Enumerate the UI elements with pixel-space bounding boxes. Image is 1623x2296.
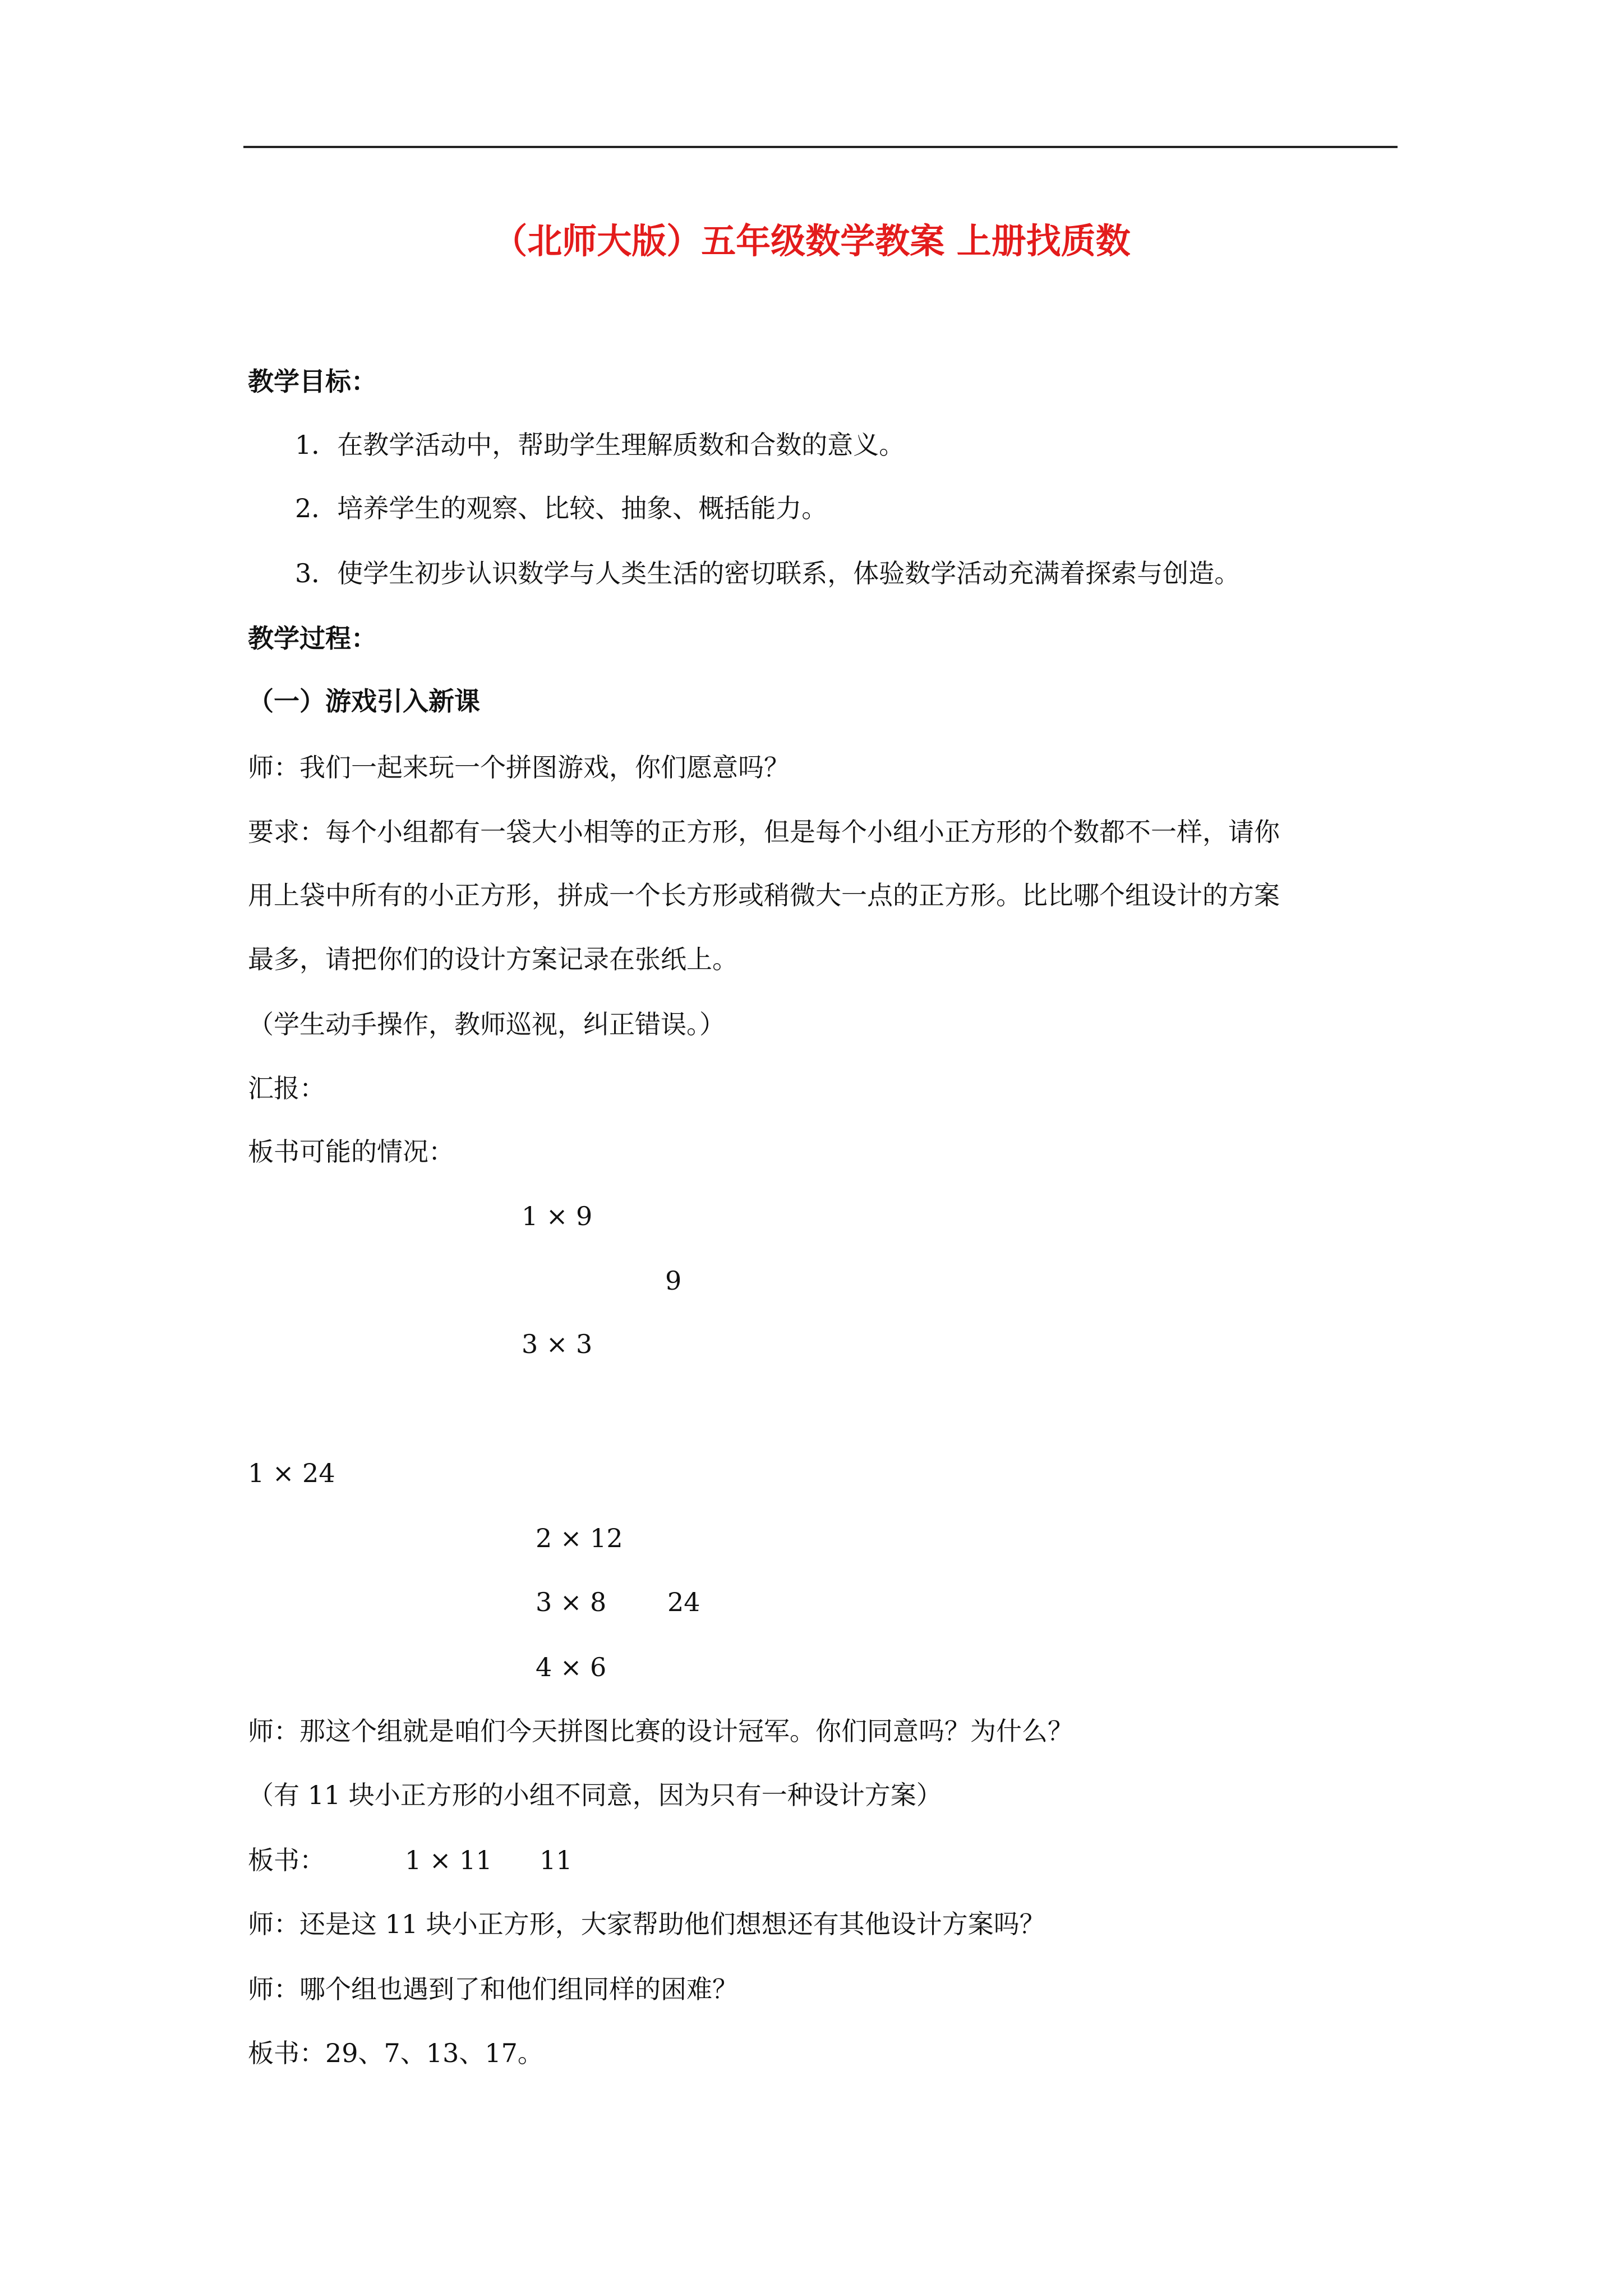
paragraph: （有 11 块小正方形的小组不同意，因为只有一种设计方案）: [248, 1780, 942, 1810]
goal-item: 1．在教学活动中，帮助学生理解质数和合数的意义。: [295, 430, 905, 460]
paragraph: 要求：每个小组都有一袋大小相等的正方形，但是每个小组小正方形的个数都不一样，请你: [248, 817, 1280, 847]
board-expression: 2 × 12: [536, 1523, 623, 1553]
board-expression: 1 × 11: [405, 1845, 492, 1875]
paragraph: 板书：29、7、13、17。: [248, 2038, 543, 2068]
paragraph: 板书可能的情况：: [248, 1137, 454, 1167]
paragraph: 最多，请把你们的设计方案记录在张纸上。: [248, 944, 738, 974]
paragraph: 用上袋中所有的小正方形，拼成一个长方形或稍微大一点的正方形。比比哪个组设计的方案: [248, 880, 1280, 910]
paragraph: 师：那这个组就是咱们今天拼图比赛的设计冠军。你们同意吗？为什么？: [248, 1716, 1073, 1746]
section-heading: （一）游戏引入新课: [248, 686, 480, 716]
board-expression: 3 × 8: [536, 1587, 607, 1617]
board-total: 24: [667, 1587, 700, 1617]
board-expression: 1 × 24: [248, 1458, 335, 1488]
paragraph: 师：还是这 11 块小正方形，大家帮助他们想想还有其他设计方案吗？: [248, 1909, 1045, 1939]
process-heading: 教学过程：: [248, 623, 377, 654]
board-expression: 1 × 9: [522, 1201, 593, 1231]
board-label: 板书：: [248, 1845, 325, 1875]
paragraph: （学生动手操作，教师巡视，纠正错误。）: [248, 1009, 725, 1039]
goal-item: 2．培养学生的观察、比较、抽象、概括能力。: [295, 493, 828, 523]
goals-heading: 教学目标：: [248, 366, 377, 397]
board-total: 9: [665, 1266, 682, 1296]
page-title: （北师大版）五年级数学教案 上册找质数: [492, 220, 1131, 261]
paragraph: 汇报：: [248, 1073, 325, 1103]
board-expression: 4 × 6: [536, 1652, 607, 1682]
header-rule: [243, 146, 1398, 148]
paragraph: 师：哪个组也遇到了和他们组同样的困难？: [248, 1974, 738, 2004]
paragraph: 师：我们一起来玩一个拼图游戏，你们愿意吗？: [248, 752, 790, 783]
board-total: 11: [540, 1845, 573, 1875]
board-expression: 3 × 3: [522, 1329, 593, 1359]
goal-item: 3．使学生初步认识数学与人类生活的密切联系，体验数学活动充满着探索与创造。: [295, 558, 1241, 588]
